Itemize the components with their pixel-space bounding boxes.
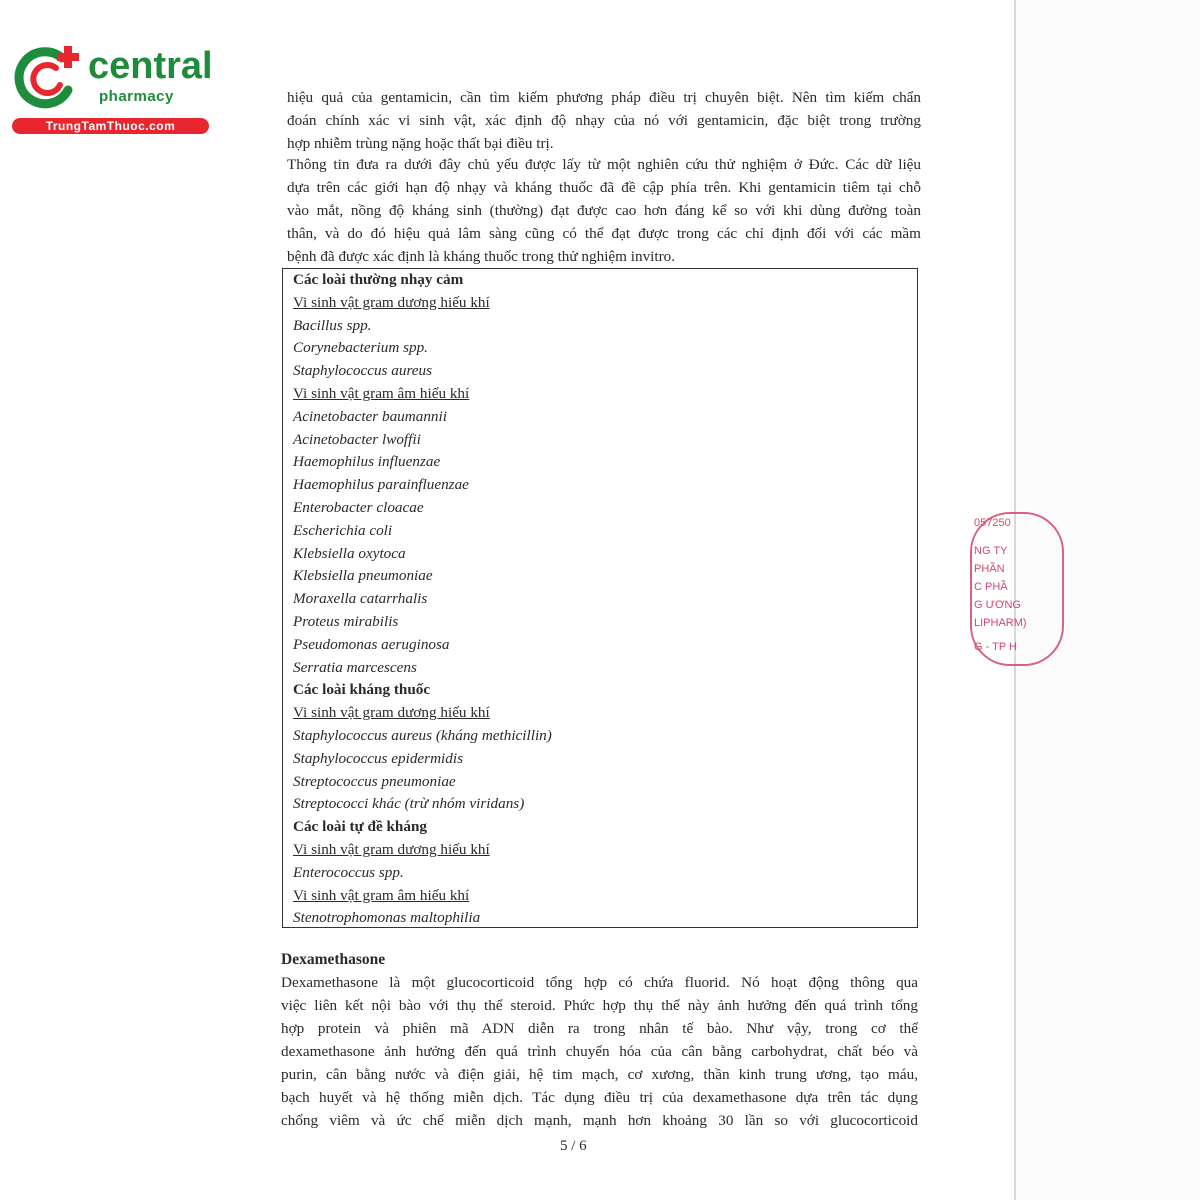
table-group-heading: Vi sinh vật gram âm hiếu khí [293, 886, 470, 904]
text-line: thân, và do đó hiệu quả lâm sàng cũng có thể đạt được trong các chỉ định đối với các mầm [287, 225, 921, 242]
table-species-row: Staphylococcus epidermidis [293, 749, 463, 767]
susceptibility-table [282, 268, 918, 928]
table-species-row: Enterococcus spp. [293, 863, 404, 881]
table-species-row: Haemophilus influenzae [293, 453, 441, 471]
table-species-row: Streptococci khác (trừ nhóm viridans) [293, 795, 525, 813]
stamp-line: LIPHARM) [974, 617, 1027, 629]
text-line: Thông tin đưa ra dưới đây chủ yếu được lấy từ một nghiên cứu thử nghiệm ở Đức. Các dữ liệu [287, 156, 921, 173]
stamp-line: G - TP H [974, 641, 1017, 653]
text-line: đoán chính xác vi sinh vật, xác định độ nhạy của nó với gentamicin, đặc biệt trong trường [287, 112, 921, 129]
table-group-heading: Vi sinh vật gram dương hiếu khí [293, 841, 490, 858]
table-species-row: Escherichia coli [293, 521, 393, 539]
stamp-line: NG TY [974, 545, 1008, 557]
table-group-heading: Vi sinh vật gram dương hiếu khí [293, 704, 490, 722]
table-species-row: Haemophilus parainfluenzae [293, 476, 469, 494]
stamp-line: G ƯƠNG [974, 599, 1021, 611]
page-number: 5 / 6 [560, 1138, 587, 1154]
paragraph-study-info [287, 153, 921, 268]
paragraph-dexamethasone [281, 971, 918, 1132]
table-species-row: Stenotrophomonas maltophilia [293, 909, 481, 927]
text-line: bạch huyết và hệ thống miễn dịch. Tác dụng điều trị của dexamethasone dựa trên tác dụng [281, 1089, 918, 1106]
text-line: bệnh đã được xác định là kháng thuốc trong thử nghiệm invitro. [287, 248, 676, 265]
text-line: hợp protein và phiên mã ADN diễn ra trong nhân tế bào. Như vậy, trong cơ thể [281, 1020, 918, 1037]
table-species-row: Acinetobacter baumannii [293, 407, 447, 425]
text-line: việc liên kết nội bào với thụ thể steroid. Phức hợp thụ thể này ảnh hưởng đến quá trình tổng [281, 997, 918, 1014]
table-species-row: Klebsiella oxytoca [293, 544, 406, 562]
table-species-row: Acinetobacter lwoffii [293, 430, 421, 448]
table-species-row: Proteus mirabilis [293, 613, 399, 630]
table-species-row: Staphylococcus aureus [293, 362, 433, 380]
table-species-row: Pseudomonas aeruginosa [293, 635, 450, 653]
table-group-heading: Vi sinh vật gram âm hiếu khí [293, 385, 470, 402]
table-species-row: Moraxella catarrhalis [293, 590, 428, 608]
text-line: vào mắt, nồng độ kháng sinh (thường) đạt được cao hơn đáng kể so với khi dùng đường toàn [287, 202, 921, 219]
text-line: hiệu quả của gentamicin, cần tìm kiếm phương pháp điều trị chuyên biệt. Nên tìm kiếm chẩn [287, 89, 921, 106]
logo-url-badge[interactable]: TrungTamThuoc.com [12, 118, 209, 134]
table-species-row: Staphylococcus aureus (kháng methicillin) [293, 727, 552, 744]
table-section-header: Các loài tự đề kháng [293, 818, 428, 836]
table-species-row: Serratia marcescens [293, 658, 417, 676]
text-line: Dexamethasone là một glucocorticoid tổng hợp có chứa fluorid. Nó hoạt động thông qua [281, 974, 918, 991]
text-line: purin, cân bằng nước và điện giải, hệ tim mạch, cơ xương, thần kinh trung ương, tạo máu, [281, 1066, 918, 1083]
stamp-line: 057250 [974, 517, 1011, 529]
table-species-row: Enterobacter cloacae [293, 499, 424, 516]
central-pharmacy-logo[interactable] [10, 38, 215, 138]
text-line: chống viêm và ức chế miễn dịch mạnh, mạnh hơn khoảng 30 lần so với glucocorticoid [281, 1112, 918, 1129]
pharmacy-c-cross-icon [10, 38, 90, 118]
logo-subtitle: pharmacy [99, 88, 174, 105]
company-stamp [968, 512, 1027, 662]
text-line: dexamethasone ảnh hưởng đến quá trình chuyển hóa của cân bằng carbohydrat, chất béo và [281, 1043, 918, 1060]
table-group-heading: Vi sinh vật gram dương hiếu khí [293, 293, 490, 311]
section-title-dexamethasone: Dexamethasone [281, 951, 386, 968]
logo-wordmark: central [88, 45, 213, 87]
table-section-header: Các loài thường nhạy cảm [293, 271, 464, 288]
paragraph-gentamicin-efficacy [287, 86, 921, 155]
table-species-row: Streptococcus pneumoniae [293, 772, 456, 790]
table-species-row: Corynebacterium spp. [293, 339, 428, 357]
text-line: hợp nhiễm trùng nặng hoặc thất bại điều trị. [287, 135, 554, 152]
table-species-row: Bacillus spp. [293, 316, 372, 334]
stamp-line: C PHẦ [974, 581, 1008, 593]
table-section-header: Các loài kháng thuốc [293, 681, 431, 699]
stamp-line: PHẦN [974, 563, 1005, 575]
text-line: dựa trên các giới hạn độ nhạy và kháng thuốc đã đề cập phía trên. Khi gentamicin tiêm tại chỗ [287, 179, 921, 196]
table-species-row: Klebsiella pneumoniae [293, 567, 433, 585]
